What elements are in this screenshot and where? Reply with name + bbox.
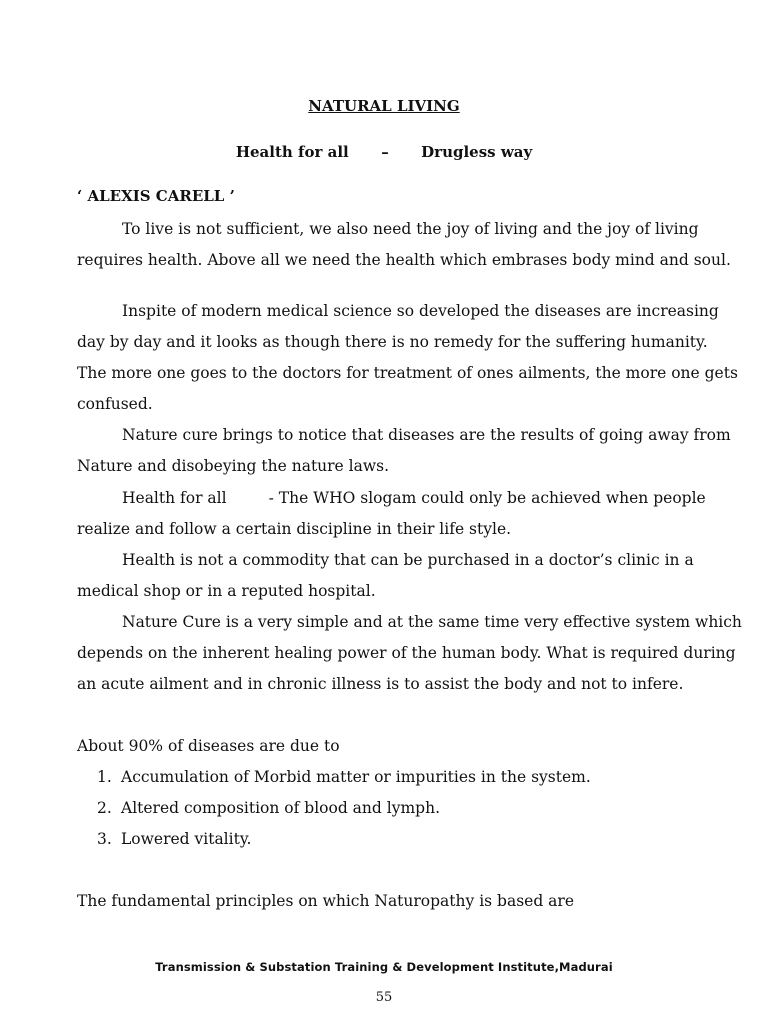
paragraph-line: Inspite of modern medical science so developed the diseases are increasing: [122, 302, 719, 320]
list-text: Accumulation of Morbid matter or impurities in the system.: [121, 768, 591, 786]
paragraph-line: medical shop or in a reputed hospital.: [77, 582, 376, 600]
paragraph-line: The more one goes to the doctors for treatment of ones ailments, the more one gets: [77, 364, 738, 382]
paragraph-line: Nature cure brings to notice that diseases are the results of going away from: [122, 426, 731, 444]
page-number: 55: [375, 990, 393, 1005]
page-footer: Transmission & Substation Training & Development Institute,Madurai: [155, 960, 613, 974]
closing-line: The fundamental principles on which Naturopathy is based are: [77, 892, 574, 910]
list-text: Altered composition of blood and lymph.: [121, 799, 440, 817]
list-number: 2.: [97, 799, 112, 817]
list-item: [97, 798, 440, 818]
paragraph-line: realize and follow a certain discipline in their life style.: [77, 520, 512, 538]
list-number: 1.: [97, 768, 112, 786]
list-number: 3.: [97, 830, 112, 848]
slogan-text: - The WHO slogam could only be achieved when people: [268, 489, 706, 507]
paragraph-line: Nature and disobeying the nature laws.: [77, 457, 390, 475]
paragraph-line: confused.: [77, 395, 153, 413]
paragraph-line: Health is not a commodity that can be purchased in a doctor’s clinic in a: [122, 551, 694, 569]
subtitle-right: Drugless way: [421, 143, 533, 161]
paragraph-line: Nature Cure is a very simple and at the same time very effective system which: [122, 613, 742, 631]
list-text: Lowered vitality.: [121, 830, 252, 848]
diseases-intro: About 90% of diseases are due to: [77, 737, 340, 755]
paragraph-line: requires health. Above all we need the health which embrases body mind and soul.: [77, 251, 731, 269]
quote-author: ‘ ALEXIS CARELL ’: [77, 187, 235, 205]
subtitle-left: Health for all: [235, 143, 349, 161]
slogan-label: Health for all: [122, 489, 227, 507]
subtitle-dash: –: [381, 143, 389, 161]
paragraph-line: day by day and it looks as though there is no remedy for the suffering humanity.: [77, 333, 708, 351]
paragraph-line: To live is not sufficient, we also need the joy of living and the joy of living: [122, 220, 699, 238]
paragraph-line: depends on the inherent healing power of the human body. What is required during: [77, 644, 736, 662]
paragraph-line: [122, 488, 706, 508]
paragraph-line: an acute ailment and in chronic illness is to assist the body and not to infere.: [77, 675, 684, 693]
page-subtitle: [0, 142, 768, 162]
list-item: [97, 767, 591, 787]
list-item: [97, 829, 251, 849]
page-title: NATURAL LIVING: [308, 97, 460, 115]
